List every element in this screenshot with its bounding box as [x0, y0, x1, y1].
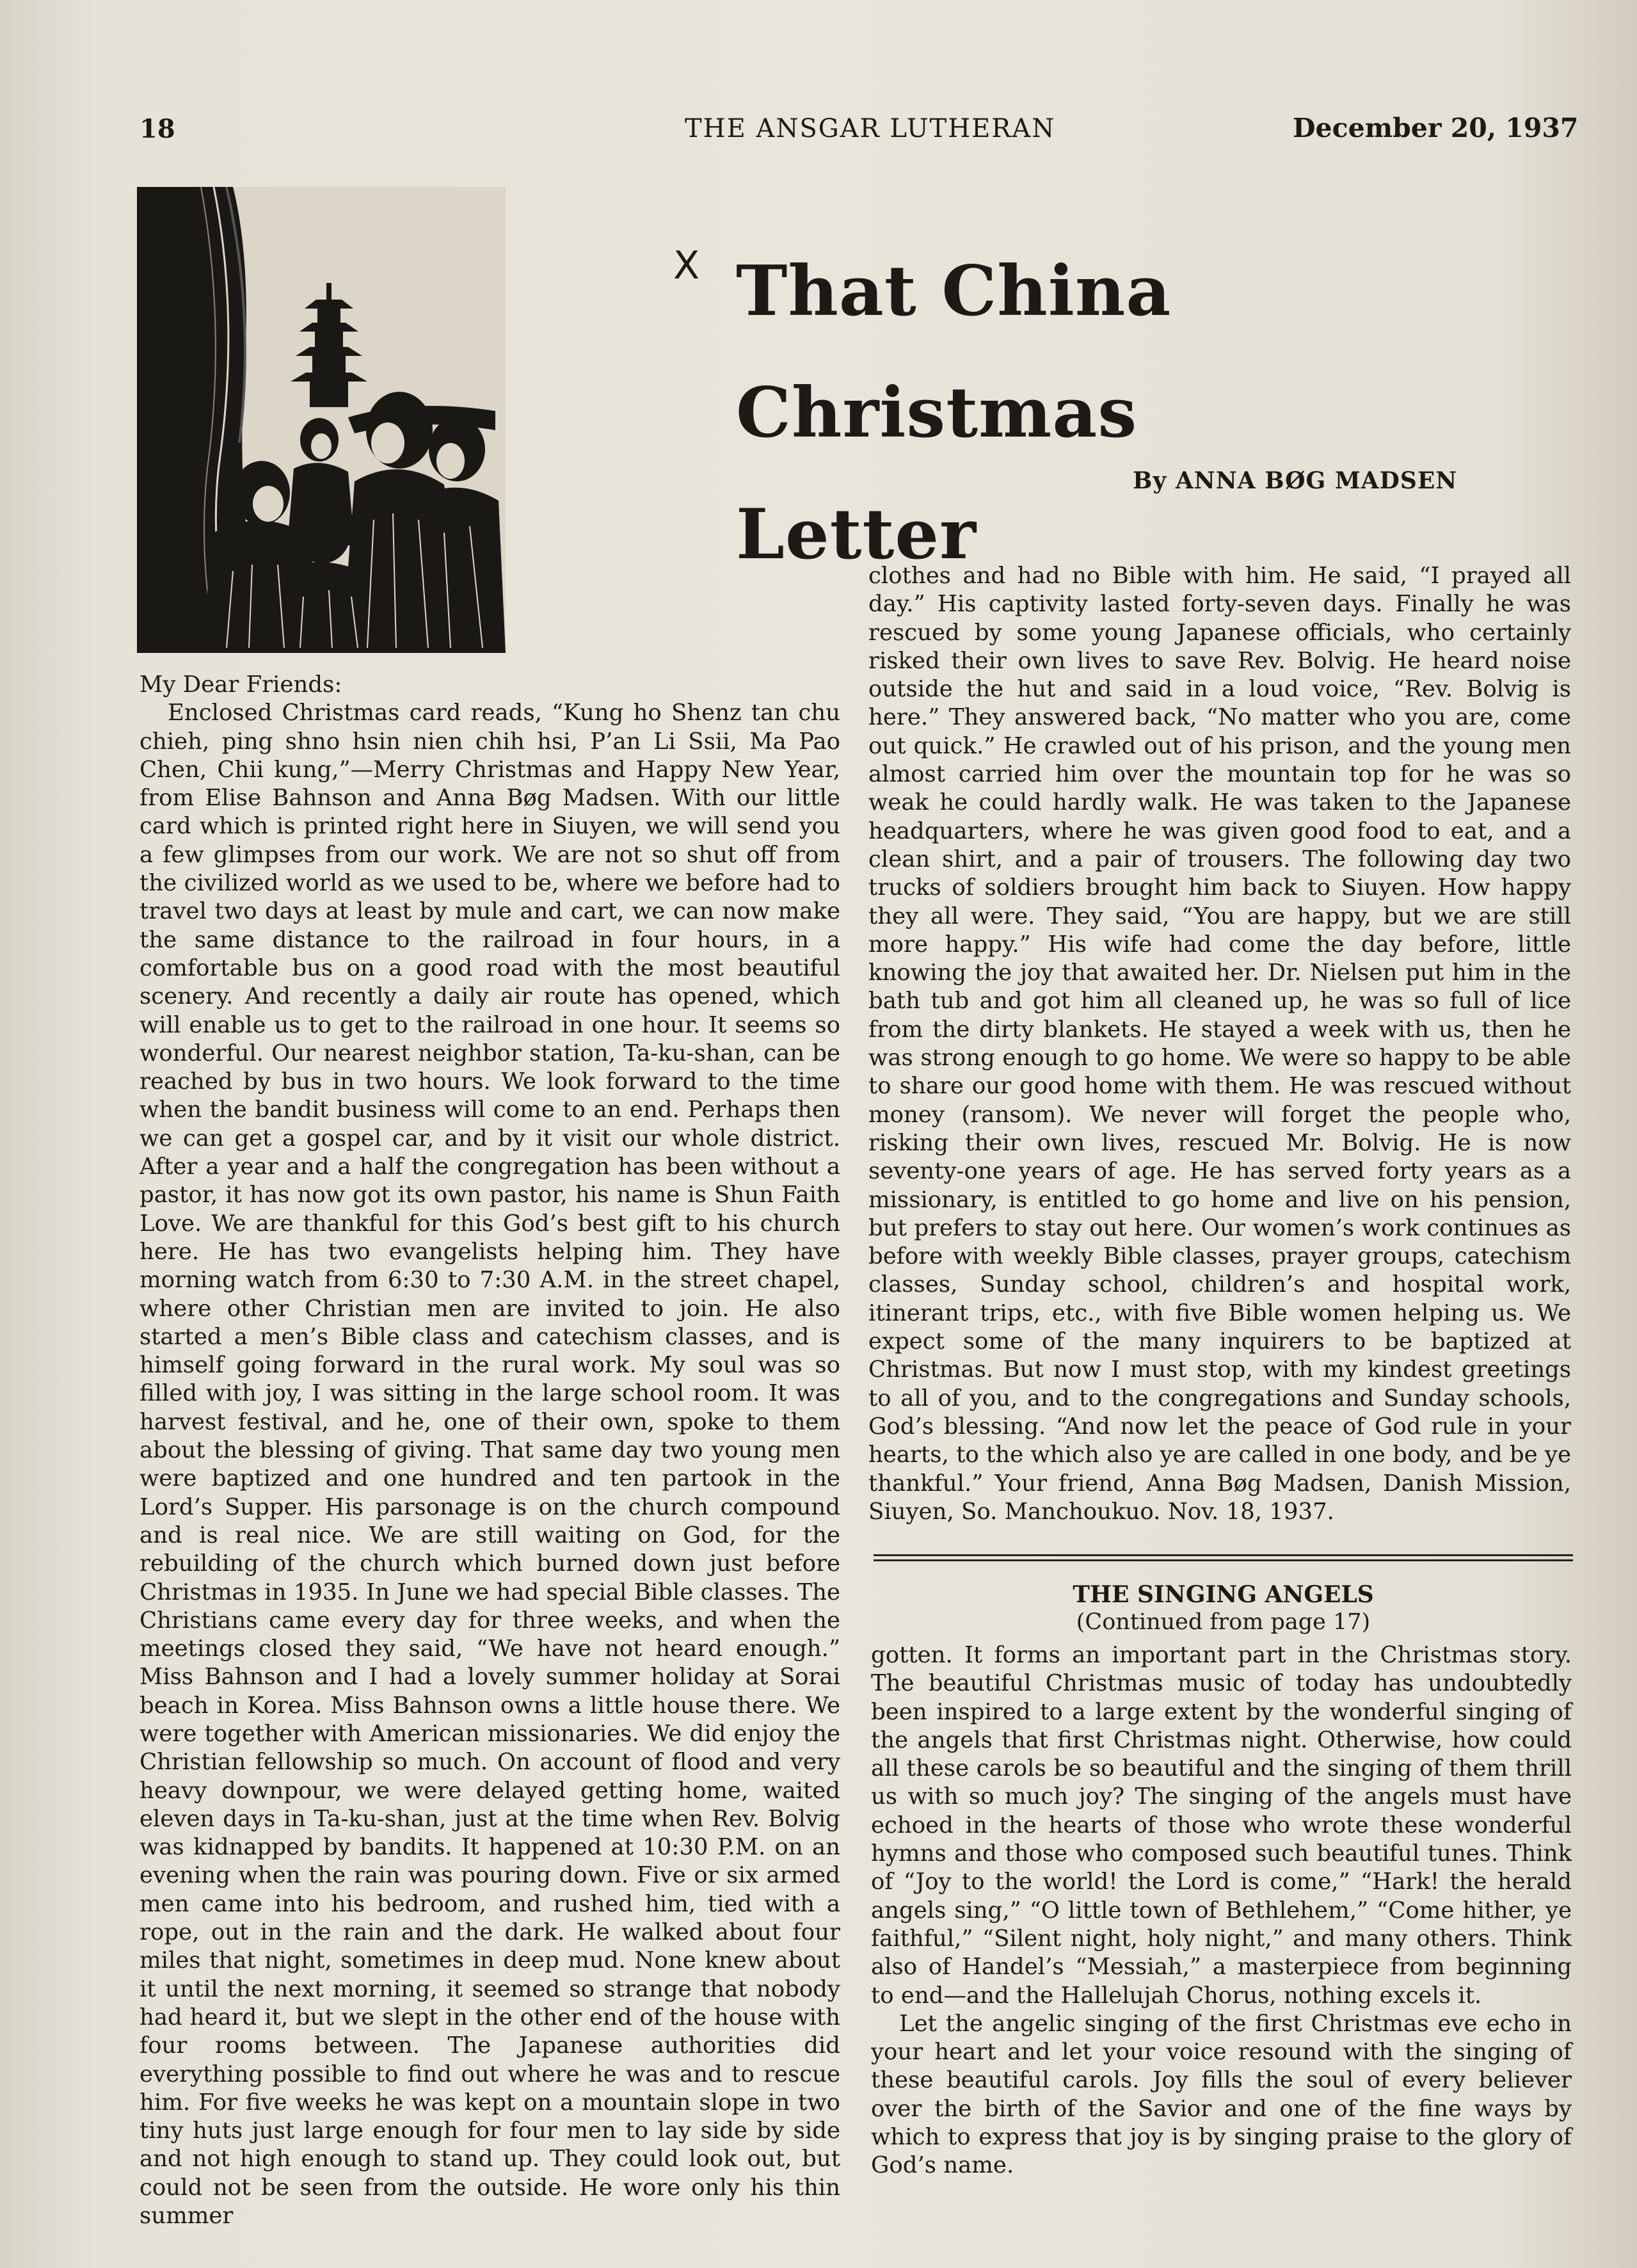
continuation-note: (Continued from page 17): [1076, 1609, 1371, 1635]
article-title: [736, 230, 1312, 595]
christmas-woodcut-illustration: [137, 187, 506, 653]
section-divider-bottom: [874, 1559, 1573, 1561]
article-title-line-2: Christmas Letter: [736, 373, 1138, 575]
page-number: 18: [140, 114, 175, 144]
issue-date: December 20, 1937: [1293, 113, 1579, 143]
article-title-line-1: That China: [736, 251, 1172, 332]
article-right-column: [868, 562, 1571, 1526]
handwritten-x-mark: X: [673, 243, 700, 288]
article-body-left: Enclosed Christmas card reads, “Kung ho Shenz tan chu chieh, ping shno hsin nien chih hsi, P’an Li Ssii, Ma Pao Chen, Chii kung,”—Merry Christmas and Happy New Year, from Elise Bahnson and Anna Bøg Madsen. With our little card which is printed right here in Siuyen, we will send you a few glimpses from our work. We are not so shut off from the civilized world as we used to be, where we before had to travel two days at least by mule and cart, we can now make the same distance to the railroad in four hours, in a comfortable bus on a good road with the most beautiful scenery. And recently a daily air route has opened, which will enable us to get to the railroad in one hour. It seems so wonderful. Our nearest neighbor station, Ta-ku-shan, can be reached by bus in two hours. We look forward to the time when the bandit business will come to an end. Perhaps then we can get a gospel car, and by it visit our whole district. After a year and a half the congregation has been without a pastor, it has now got its own pastor, his name is Shun Faith Love. We are thankful for this God’s best gift to his church here. He has two evangelists helping him. They have morning watch from 6:30 to 7:30 A.M. in the street chapel, where other Christian men are invited to join. He also started a men’s Bible class and catechism classes, and is himself going forward in the rural work. My soul was so filled with joy, I was sitting in the large school room. It was harvest festival, and he, one of their own, spoke to them about the blessing of giving. That same day two young men were baptized and one hundred and ten partook in the Lord’s Supper. His parsonage is on the church compound and is real nice. We are still waiting on God, for the rebuilding of the church which burned down just before Christmas in 1935. In June we had special Bible classes. The Christians came every day for three weeks, and when the meetings closed they said, “We have not heard enough.” Miss Bahnson and I had a lovely summer holiday at Sorai beach in Korea. Miss Bahnson owns a little house there. We were together with American missionaries. We did enjoy the Christian fellowship so much. On account of flood and very heavy downpour, we were delayed getting home, waited eleven days in Ta-ku-shan, just at the time when Rev. Bolvig was kidnapped by bandits. It happened at 10:30 P.M. on an evening when the rain was pouring down. Five or six armed men came into his bedroom, and rushed him, tied with a rope, out in the rain and the dark. He walked about four miles that night, sometimes in deep mud. None knew about it until the next morning, it seemed so strange that nobody had heard it, but we slept in the other end of the house with four rooms between. The Japanese authorities did everything possible to find out where he was and to rescue him. For five weeks he was kept on a mountain slope in two tiny huts just large enough for four men to lay side by side and not high enough to stand up. They could look out, but could not be seen from the outside. He wore only his thin summer: [140, 700, 840, 2230]
article-left-column: [140, 671, 840, 2230]
article-byline: By ANNA BØG MADSEN: [1133, 467, 1458, 494]
section-divider-top: [874, 1554, 1573, 1556]
continuation-column: [871, 1641, 1572, 2180]
masthead: THE ANSGAR LUTHERAN: [685, 114, 1056, 143]
continuation-paragraph-2: Let the angelic singing of the first Christmas eve echo in your heart and let your voice resound with the singing of these beautiful carols. Joy fills the soul of every believer over the birth of the Savior and one of the fine ways by which to express that joy is by singing praise to the glory of God’s name.: [871, 2010, 1572, 2179]
article-body-right: clothes and had no Bible with him. He said, “I prayed all day.” His captivity lasted forty-seven days. Finally he was rescued by some young Japanese officials, who certainly risked their own lives to save Rev. Bolvig. He heard noise outside the hut and said in a loud voice, “Rev. Bolvig is here.” They answered back, “No matter who you are, come out quick.” He crawled out of his prison, and the young men almost carried him over the mountain top for he was so weak he could hardly walk. He was taken to the Japanese headquarters, where he was given good food to eat, and a clean shirt, and a pair of trousers. The following day two trucks of soldiers brought him back to Siuyen. How happy they all were. They said, “You are happy, but we are still more happy.” His wife had come the day before, little knowing the joy that awaited her. Dr. Nielsen put him in the bath tub and got him all cleaned up, he was so full of lice from the dirty blankets. He stayed a week with us, then he was strong enough to go home. We were so happy to be able to share our good home with them. He was rescued without money (ransom). We never will forget the people who, risking their own lives, rescued Mr. Bolvig. He is now seventy-one years of age. He has served forty years as a missionary, is entitled to go home and live on his pension, but prefers to stay out here. Our women’s work continues as before with weekly Bible classes, prayer groups, catechism classes, Sunday school, children’s and hospital work, itinerant trips, etc., with five Bible women helping us. We expect some of the many inquirers to be baptized at Christmas. But now I must stop, with my kindest greetings to all of you, and to the congregations and Sunday schools, God’s blessing. “And now let the peace of God rule in your hearts, to the which also ye are called in one body, and be ye thankful.” Your friend, Anna Bøg Madsen, Danish Mission, Siuyen, So. Manchoukuo. Nov. 18, 1937.: [868, 563, 1571, 1525]
continuation-paragraph-1: gotten. It forms an important part in the Christmas story. The beautiful Christmas music of today has undoubtedly been inspired to a large extent by the wonderful singing of the angels that first Christmas night. Otherwise, how could all these carols be so beautiful and the singing of them thrill us with so much joy? The singing of the angels must have echoed in the hearts of those who wrote these wonderful hymns and those who composed such beautiful tunes. Think of “Joy to the world! the Lord is come,” “Hark! the herald angels sing,” “O little town of Bethlehem,” “Come hither, ye faithful,” “Silent night, holy night,” and many others. Think also of Handel’s “Messiah,” a masterpiece from beginning to end—and the Hallelujah Chorus, nothing excels it.: [871, 1642, 1572, 2009]
salutation: My Dear Friends:: [140, 672, 342, 698]
continuation-title: THE SINGING ANGELS: [1073, 1581, 1374, 1608]
